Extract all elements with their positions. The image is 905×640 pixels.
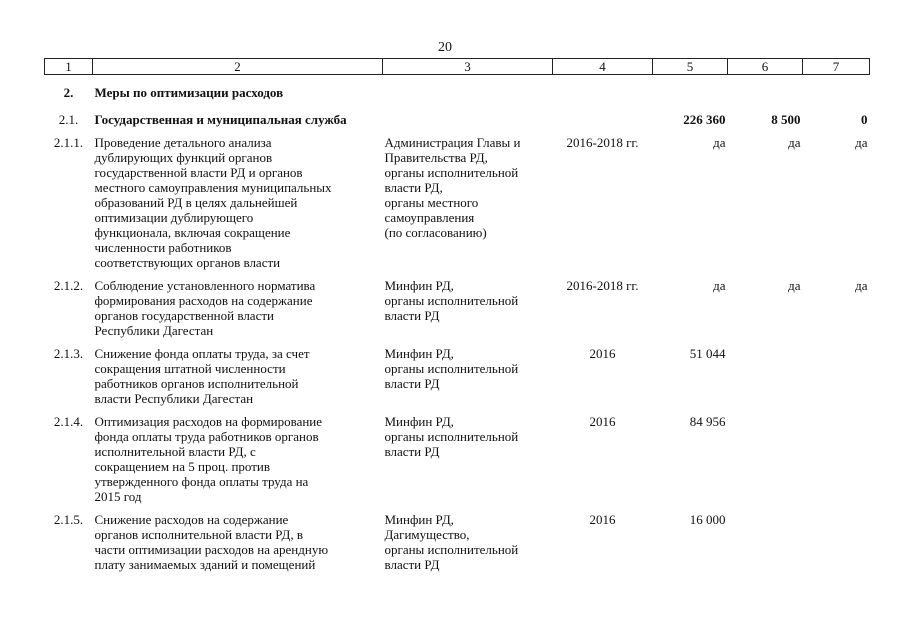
description-line: численности работников	[94, 240, 232, 255]
row-col7	[803, 504, 870, 572]
responsible-line: органы местного	[384, 195, 479, 210]
row-col7	[803, 338, 870, 406]
description-line: дублирующих функций органов	[94, 150, 273, 165]
row-responsible	[383, 338, 553, 406]
description-line: Соблюдение установленного норматива	[94, 278, 316, 293]
subsection-row	[45, 100, 870, 127]
description-line: местного самоуправления муниципальных	[94, 180, 332, 195]
subsection-number: 2.1.	[58, 112, 79, 127]
responsible-line: Минфин РД,	[384, 414, 454, 429]
description-line: Проведение детального анализа	[94, 135, 272, 150]
description-line: органов государственной власти	[94, 308, 274, 323]
description-line: плату занимаемых зданий и помещений	[94, 557, 316, 572]
header-col-1: 1	[45, 59, 93, 75]
measures-table	[44, 58, 870, 572]
row-responsible	[383, 406, 553, 504]
description-line: оптимизации дублирующего	[94, 210, 254, 225]
header-col-2: 2	[93, 59, 383, 75]
table-row	[45, 406, 870, 504]
row-col5: 84 956	[689, 414, 726, 429]
responsible-line: органы исполнительной	[384, 429, 519, 444]
row-description	[93, 338, 383, 406]
responsible-line: (по согласованию)	[384, 225, 487, 240]
table-row	[45, 504, 870, 572]
responsible-line: Дагимущество,	[384, 527, 470, 542]
header-col-3: 3	[383, 59, 553, 75]
description-line: органов исполнительной власти РД, в	[94, 527, 304, 542]
row-col6	[728, 504, 803, 572]
description-line: исполнительной власти РД, с	[94, 444, 256, 459]
description-line: части оптимизации расходов на арендную	[94, 542, 329, 557]
row-period: 2016	[589, 512, 616, 527]
table-row	[45, 127, 870, 270]
responsible-line: органы исполнительной	[384, 542, 519, 557]
description-line: Снижение фонда оплаты труда, за счет	[94, 346, 310, 361]
row-col5: да	[713, 135, 726, 150]
responsible-line: органы исполнительной	[384, 293, 519, 308]
row-col5: 51 044	[689, 346, 726, 361]
responsible-line: власти РД	[384, 376, 440, 391]
row-col7	[803, 406, 870, 504]
description-line: функционала, включая сокращение	[94, 225, 291, 240]
responsible-line: Правительства РД,	[384, 150, 488, 165]
row-description	[93, 504, 383, 572]
description-line: работников органов исполнительной	[94, 376, 299, 391]
table-row	[45, 338, 870, 406]
section-number: 2.	[63, 85, 74, 100]
row-period: 2016	[589, 346, 616, 361]
row-period: 2016-2018 гг.	[566, 135, 639, 150]
description-line: утвержденного фонда оплаты труда на	[94, 474, 309, 489]
row-description	[93, 270, 383, 338]
section-row	[45, 75, 870, 101]
responsible-line: органы исполнительной	[384, 361, 519, 376]
responsible-line: власти РД	[384, 557, 440, 572]
responsible-line: Минфин РД,	[384, 512, 454, 527]
page-number: 20	[438, 40, 452, 55]
row-period: 2016	[589, 414, 616, 429]
responsible-line: органы исполнительной	[384, 165, 519, 180]
row-col6: да	[788, 135, 801, 150]
table-row	[45, 270, 870, 338]
header-col-6: 6	[728, 59, 803, 75]
responsible-line: Администрация Главы и	[384, 135, 521, 150]
description-line: Республики Дагестан	[94, 323, 214, 338]
description-line: соответствующих органов власти	[94, 255, 281, 270]
row-col7: да	[855, 278, 868, 293]
header-col-5: 5	[653, 59, 728, 75]
subsection-title: Государственная и муниципальная служба	[94, 112, 347, 127]
description-line: государственной власти РД и органов	[94, 165, 303, 180]
description-line: Оптимизация расходов на формирование	[94, 414, 323, 429]
description-line: образований РД в целях дальнейшей	[94, 195, 298, 210]
row-responsible	[383, 504, 553, 572]
row-col5: да	[713, 278, 726, 293]
header-col-4: 4	[553, 59, 653, 75]
responsible-line: Минфин РД,	[384, 278, 454, 293]
section-title: Меры по оптимизации расходов	[94, 85, 284, 100]
description-line: формирования расходов на содержание	[94, 293, 313, 308]
row-responsible	[383, 127, 553, 270]
description-line: фонда оплаты труда работников органов	[94, 429, 319, 444]
row-col6	[728, 338, 803, 406]
header-col-7: 7	[803, 59, 870, 75]
responsible-line: власти РД	[384, 444, 440, 459]
row-col5: 16 000	[689, 512, 726, 527]
header-row	[45, 59, 870, 75]
row-col6: да	[788, 278, 801, 293]
row-number: 2.1.1.	[53, 135, 84, 150]
row-period: 2016-2018 гг.	[566, 278, 639, 293]
responsible-line: Минфин РД,	[384, 346, 454, 361]
description-line: 2015 год	[94, 489, 142, 504]
subsection-col5: 226 360	[683, 112, 726, 127]
responsible-line: власти РД,	[384, 180, 443, 195]
row-number: 2.1.5.	[53, 512, 84, 527]
row-number: 2.1.4.	[53, 414, 84, 429]
row-col6	[728, 406, 803, 504]
description-line: сокращением на 5 проц. против	[94, 459, 270, 474]
description-line: сокращения штатной численности	[94, 361, 286, 376]
row-description	[93, 127, 383, 270]
row-col7: да	[855, 135, 868, 150]
description-line: Снижение расходов на содержание	[94, 512, 289, 527]
responsible-line: самоуправления	[384, 210, 475, 225]
subsection-col6: 8 500	[771, 112, 801, 127]
description-line: власти Республики Дагестан	[94, 391, 254, 406]
row-number: 2.1.2.	[53, 278, 84, 293]
responsible-line: власти РД	[384, 308, 440, 323]
row-description	[93, 406, 383, 504]
row-number: 2.1.3.	[53, 346, 84, 361]
subsection-col7: 0	[861, 112, 868, 127]
row-responsible	[383, 270, 553, 338]
